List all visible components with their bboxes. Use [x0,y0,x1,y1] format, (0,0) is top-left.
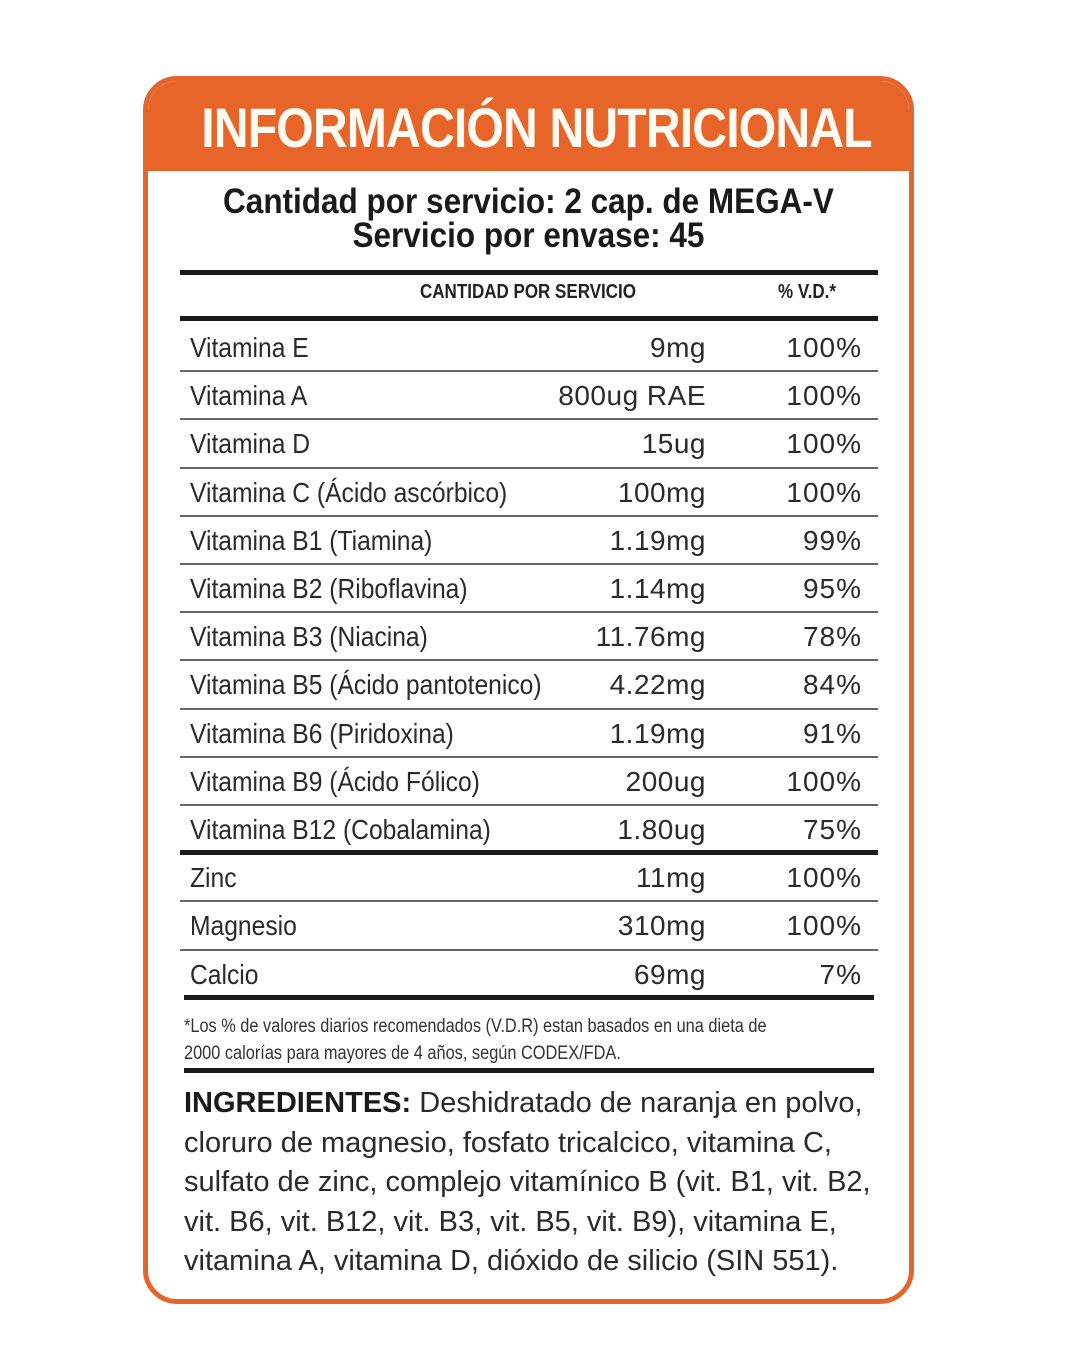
nutrient-amount: 1.80ug [617,814,706,845]
nutrient-name: Vitamina B5 (Ácido pantotenico) [190,669,542,701]
serving-size: Cantidad por servicio: 2 cap. de MEGA-V [223,182,834,221]
servings-per-container: Servicio por envase: 45 [352,216,705,255]
table-row [180,661,878,709]
table-row [180,710,878,758]
nutrient-daily-value: 84% [802,669,862,701]
nutrient-name: Vitamina B9 (Ácido Fólico) [190,765,480,797]
ingredients-line: vitamina A, vitamina D, dióxido de silicio (SIN 551). [184,1245,839,1277]
divider-thick [180,270,878,275]
nutrient-name: Vitamina B1 (Tiamina) [190,524,433,556]
nutrient-daily-value: 100% [786,862,862,894]
nutrient-daily-value: 75% [802,814,862,845]
nutrient-daily-value: 91% [802,717,862,749]
nutrient-amount: 1.19mg [609,524,706,556]
divider-thick [184,995,874,1000]
table-row [180,758,878,806]
table-row [180,806,878,854]
ingredients-line: cloruro de magnesio, fosfato tricalcico, vitamina C, [184,1126,832,1159]
nutrient-name: Vitamina C (Ácido ascórbico) [190,476,508,508]
table-row [180,469,878,517]
nutrient-daily-value: 100% [786,428,862,460]
nutrient-amount: 800ug RAE [558,380,706,412]
nutrient-name: Calcio [190,958,259,990]
table-row [180,951,878,999]
table-row [180,517,878,565]
footnote-line: 2000 calorías para mayores de 4 años, según CODEX/FDA. [184,1043,621,1064]
nutrient-amount: 9mg [650,332,706,363]
nutrient-amount: 15ug [641,428,706,460]
nutrient-amount: 4.22mg [609,669,706,701]
ingredients-line [184,1084,876,1124]
nutrient-amount: 310mg [617,910,706,942]
nutrient-daily-value: 100% [786,332,862,363]
nutrient-name: Vitamina E [190,332,309,363]
ingredients-line: sulfato de zinc, complejo vitamínico B (vit. B1, vit. B2, [184,1166,871,1198]
table-row [180,854,878,902]
divider-thick [184,1068,874,1073]
nutrient-name: Vitamina D [190,428,311,460]
footnote [184,1013,786,1067]
table-row [180,565,878,613]
nutrient-daily-value: 99% [802,524,862,556]
nutrient-name: Zinc [190,862,237,894]
label-title: INFORMACIÓN NUTRICIONAL [201,96,872,159]
nutrient-name: Vitamina A [190,380,308,412]
ingredients-text-part: Deshidratado de naranja en polvo, [411,1087,863,1119]
table-row [180,613,878,661]
nutrient-daily-value: 95% [802,573,862,604]
ingredients-line: vit. B6, vit. B12, vit. B3, vit. B5, vit. B9), vitamina E, [184,1205,837,1238]
nutrient-amount: 200ug [625,765,706,797]
nutrition-label-card [143,76,914,1304]
nutrient-daily-value: 100% [786,910,862,942]
table-row [180,420,878,468]
nutrient-name: Vitamina B2 (Riboflavina) [190,573,468,604]
nutrient-daily-value: 100% [786,765,862,797]
nutrient-name: Magnesio [190,910,297,942]
table-row [180,372,878,420]
nutrient-daily-value: 78% [802,621,862,653]
table-row [180,902,878,950]
nutrient-amount: 69mg [633,958,706,990]
nutrient-amount: 1.14mg [609,573,706,604]
nutrient-daily-value: 100% [786,476,862,508]
nutrient-name: Vitamina B6 (Piridoxina) [190,717,454,749]
ingredients-label: INGREDIENTES: [184,1087,412,1119]
nutrient-amount: 1.19mg [609,717,706,749]
nutrient-amount: 100mg [617,476,706,508]
nutrient-amount: 11.76mg [595,621,706,653]
nutrient-daily-value: 100% [786,380,862,412]
nutrient-name: Vitamina B3 (Niacina) [190,621,428,653]
header-band [148,81,909,171]
footnote-line: *Los % de valores diarios recomendados (V.D.R) estan basados en una dieta de [184,1016,767,1037]
column-header-amount: CANTIDAD POR SERVICIO [420,281,636,303]
nutrient-daily-value: 7% [819,958,862,990]
nutrient-name: Vitamina B12 (Cobalamina) [190,814,491,845]
column-header-dv: % V.D.* [778,281,836,303]
divider-thick [180,316,878,321]
nutrient-amount: 11mg [636,862,706,894]
serving-info [186,182,871,255]
table-row [180,324,878,372]
ingredients-text [184,1084,876,1282]
